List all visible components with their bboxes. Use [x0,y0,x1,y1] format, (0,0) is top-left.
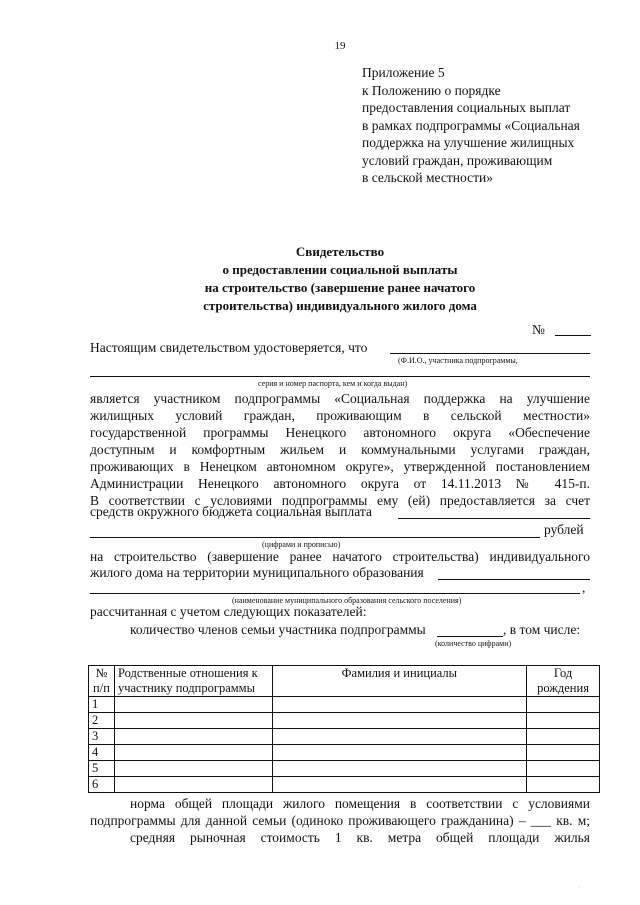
appendix-line: к Положению о порядке [362,82,501,98]
relation-cell[interactable] [114,761,272,777]
construction-line: жилого дома на территории муниципального образования [90,565,424,580]
table-row [89,745,600,761]
budget-text: средств окружного бюджета социальная выплата [90,504,372,519]
name-cell[interactable] [272,745,526,761]
fio-field[interactable] [390,353,590,354]
count-caption: (количество цифрами) [435,639,512,648]
body-paragraph [90,390,590,509]
body-line: В соответствии с условиями подпрограммы ему (ей) предоставляется за счет [90,493,590,508]
col-name-header: Фамилия и инициалы [272,666,526,697]
fio-caption: (Ф.И.О., участника подпрограммы, [398,356,518,365]
birthyear-cell[interactable] [527,761,600,777]
construction-paragraph [90,548,590,565]
body-line: является участником подпрограммы «Социальная поддержка на улучшение [90,391,590,406]
relation-cell[interactable] [114,777,272,793]
birthyear-cell[interactable] [527,745,600,761]
row-number: 3 [89,729,115,745]
body-line: Администрации Ненецкого автономного округа от 14.11.2013 № 415-п. [90,476,590,491]
passport-field[interactable] [90,376,590,377]
certificate-number-label: № [532,322,545,337]
table-row [89,713,600,729]
birthyear-cell[interactable] [527,777,600,793]
certify-text: Настоящим свидетельством удостоверяется, что [90,340,368,355]
birthyear-cell[interactable] [527,697,600,713]
name-cell[interactable] [272,729,526,745]
scan-mark: · [578,885,580,891]
amount-field-1[interactable] [398,518,590,519]
appendix-line: Приложение 5 [362,65,445,80]
members-count-text: количество членов семьи участника подпрограммы [130,622,426,637]
table-row [89,777,600,793]
title-line: о предоставлении социальной выплаты [222,262,458,277]
table-row [89,729,600,745]
comma: , [582,580,586,595]
municipality-field-2[interactable] [90,593,580,594]
amount-field-2[interactable] [90,537,540,538]
table-row [89,761,600,777]
relation-cell[interactable] [114,713,272,729]
table-header-row [89,666,600,697]
municipality-field-1[interactable] [438,579,590,580]
family-members-table [88,665,600,793]
relation-cell[interactable] [114,697,272,713]
document-title [100,243,580,315]
calc-text: рассчитанная с учетом следующих показателей: [90,604,367,619]
passport-caption: серия и номер паспорта, кем и когда выдан) [258,379,408,388]
body-line: доступным и комфортным жильем и коммунальными услугами граждан, [90,442,590,457]
relation-cell[interactable] [114,745,272,761]
certificate-number-field[interactable] [555,335,591,336]
col-relation-header: Родственные отношения к участнику подпрограммы [114,666,272,697]
members-suffix: , в том числе: [503,622,581,637]
birthyear-cell[interactable] [527,713,600,729]
appendix-line: поддержка на улучшение жилищных [362,135,575,150]
relation-cell[interactable] [114,729,272,745]
col-number-header: № п/п [89,666,115,697]
members-count-field[interactable] [437,636,503,637]
municipality-caption: (наименование муниципального образования сельского поселения) [232,596,462,605]
name-cell[interactable] [272,697,526,713]
row-number: 6 [89,777,115,793]
body-line: жилищных условий граждан, проживающим в сельской местности» [90,408,590,423]
name-cell[interactable] [272,777,526,793]
page-number: 19 [334,40,346,52]
title-line: Свидетельство [295,244,385,259]
norm-line: норма общей площади жилого помещения в соответствии с условиями [130,796,590,811]
body-line: государственной программы Ненецкого автономного округа «Обеспечение [90,425,590,440]
appendix-line: в сельской местности» [362,170,493,185]
row-number: 5 [89,761,115,777]
row-number: 1 [89,697,115,713]
birthyear-cell[interactable] [527,729,600,745]
row-number: 2 [89,713,115,729]
name-cell[interactable] [272,713,526,729]
norm-line: подпрограммы для данной семьи (одиноко проживающего гражданина) – ___ кв. м; [90,813,590,828]
appendix-line: предоставления социальных выплат [362,100,571,115]
table-row [89,697,600,713]
appendix-line: в рамках подпрограммы «Социальная [362,117,580,133]
title-line: строительства) индивидуального жилого дома [203,298,477,313]
norm-line: средняя рыночная стоимость 1 кв. метра общей площади жилья [130,830,590,845]
appendix-line: условий граждан, проживающим [362,152,553,168]
rubles-label: рублей [544,522,584,537]
title-line: на строительство (завершение ранее начатого [204,280,476,295]
amount-caption: (цифрами и прописью) [262,540,341,549]
body-line: проживающих в Ненецком автономном округе», утвержденной постановлением [90,459,590,474]
construction-line: на строительство (завершение ранее начатого строительства) индивидуального [90,549,590,564]
row-number: 4 [89,745,115,761]
col-birthyear-header: Год рождения [527,666,600,697]
name-cell[interactable] [272,761,526,777]
appendix-block [362,64,580,187]
